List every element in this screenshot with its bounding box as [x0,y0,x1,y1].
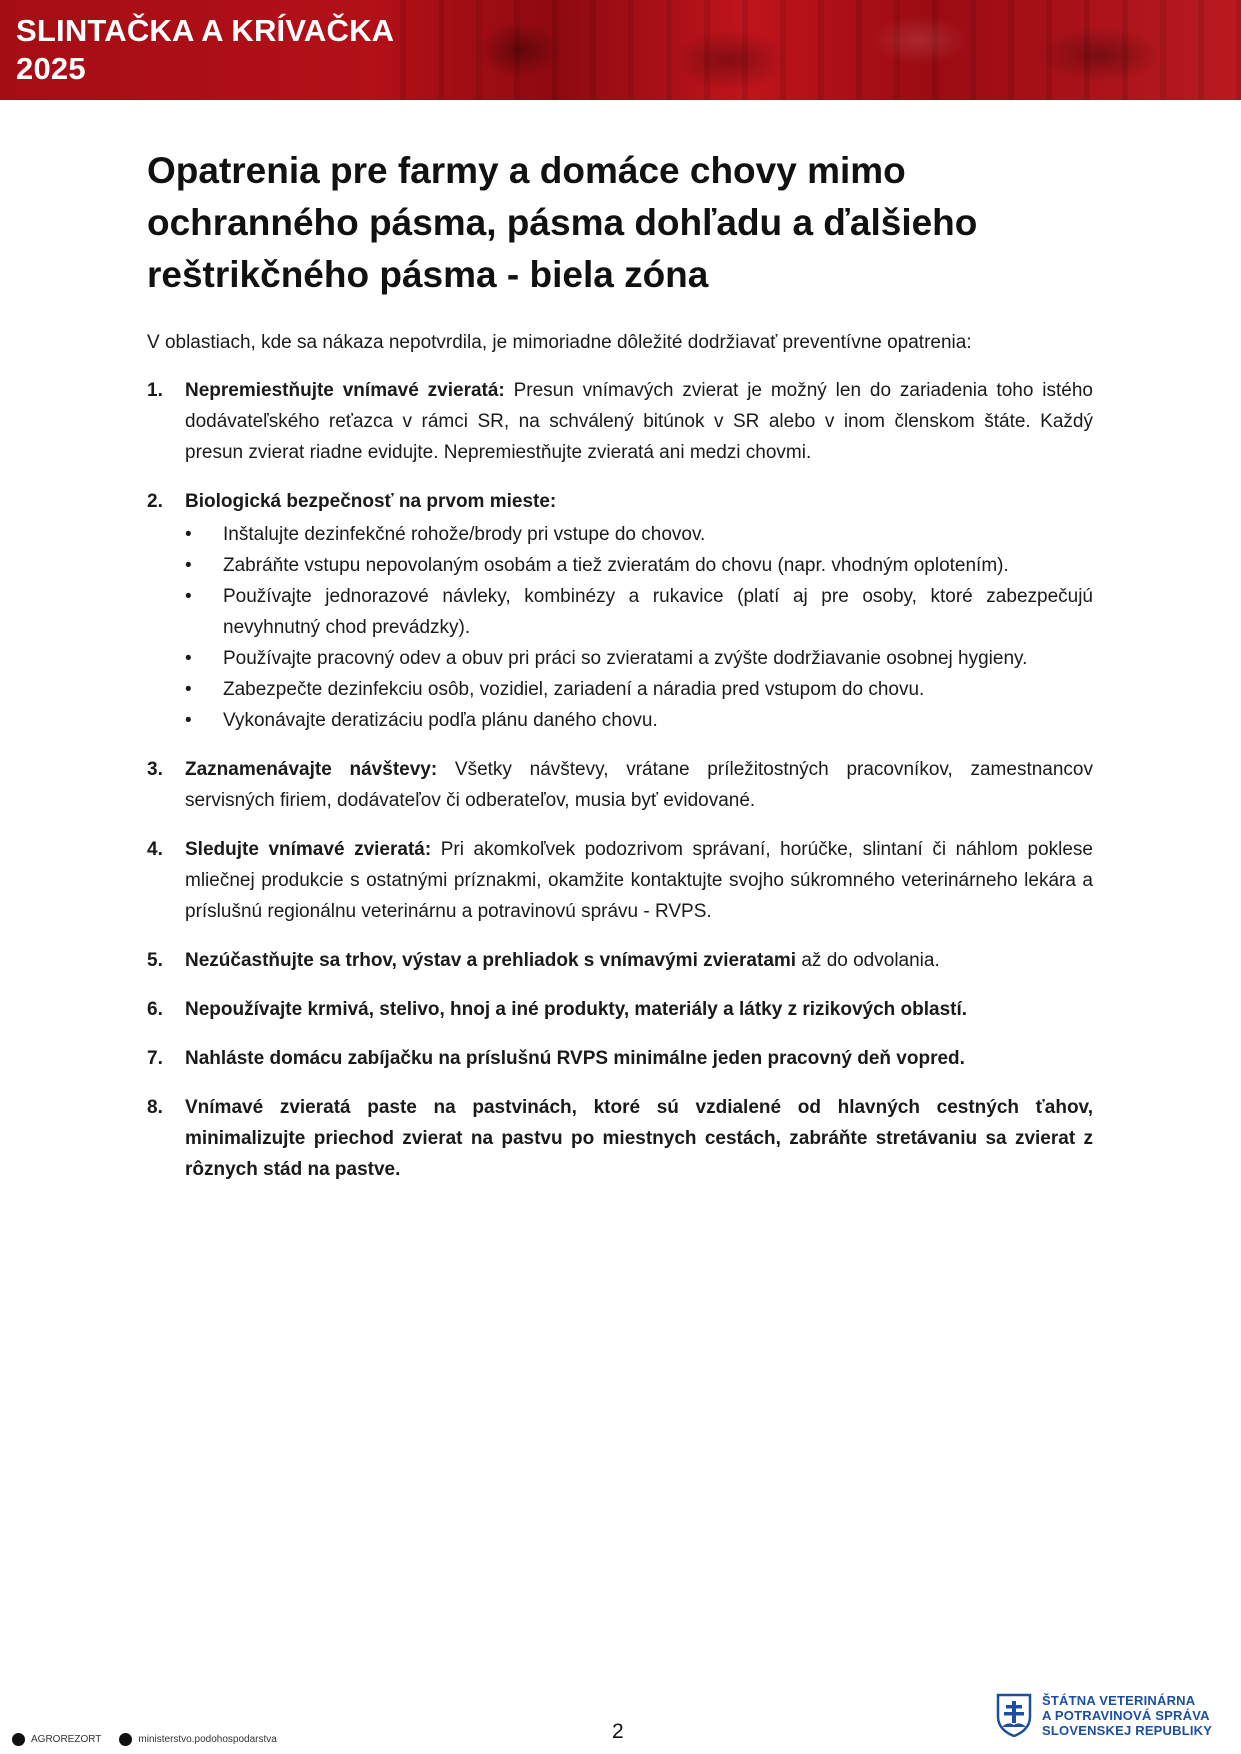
list-item [147,1043,1093,1074]
page-heading: Opatrenia pre farmy a domáce chovy mimo ochranného pásma, pásma dohľadu a ďalšieho reštrikčného pásma - biela zóna [147,150,978,295]
item-number: 2. [147,491,163,512]
document-body [147,145,1093,1203]
list-item [147,1092,1093,1185]
bullet-item: • Používajte pracovný odev a obuv pri práci so zvieratami a zvýšte dodržiavanie osobnej hygieny. [185,643,1093,674]
item-lead: Nepremiestňujte vnímavé zvieratá: [185,380,505,401]
logo-line: A POTRAVINOVÁ SPRÁVA [1042,1707,1210,1723]
bullet-item: • Inštalujte dezinfekčné rohože/brody pri vstupe do chovov. [185,519,1093,550]
item-lead: Zaznamenávajte návštevy: [185,759,438,780]
svps-logo [996,1690,1226,1740]
logo-line: ŠTÁTNA VETERINÁRNA [1042,1692,1196,1708]
item-number: 5. [147,950,163,971]
header-title-line1: SLINTAČKA A KRÍVAČKA [16,13,395,48]
social-link-ministerstvo[interactable] [119,1733,276,1746]
item-text: Nahláste domácu zabíjačku na príslušnú RVPS minimálne jeden pracovný deň vopred. [185,1048,965,1069]
social-link-agrorezort[interactable] [12,1733,101,1746]
bullet-list [185,519,1093,736]
item-lead: Biologická bezpečnosť na prvom mieste: [185,491,557,512]
page-number: 2 [612,1720,624,1743]
item-text: Presun vnímavých zvierat je možný len do zariadenia toho istého dodávateľského reťazca v rámci SR, na schválený bitúnok v SR alebo v inom členskom štáte. Každý presun zvierat riadne evidujte. Nepremiestňujte zvieratá ani medzi chovmi. [185,380,1093,463]
header-photo [400,0,1241,100]
item-number: 8. [147,1097,163,1118]
social-label: AGROREZORT [31,1734,102,1745]
list-item [147,754,1093,816]
bullet-item: • Zabezpečte dezinfekciu osôb, vozidiel, zariadení a náradia pred vstupom do chovu. [185,674,1093,705]
item-number: 4. [147,839,163,860]
item-text: Všetky návštevy, vrátane príležitostných pracovníkov, zamestnancov servisných firiem, dodávateľov či odberateľov, musia byť evidované. [185,759,1093,811]
item-text: Vnímavé zvieratá paste na pastvinách, ktoré sú vzdialené od hlavných cestných ťahov, minimalizujte priechod zvierat na pastvu po miestnych cestách, zabráňte stretávaniu sa zvierat z rôznych stád na pastve. [185,1097,1093,1180]
instagram-icon [119,1733,132,1746]
item-number: 7. [147,1048,163,1069]
list-item [147,945,1093,976]
coat-of-arms-icon [996,1693,1032,1737]
item-lead: Sledujte vnímavé zvieratá: [185,839,432,860]
logo-line: SLOVENSKEJ REPUBLIKY [1042,1722,1213,1738]
bullet-item: • Vykonávajte deratizáciu podľa plánu daného chovu. [185,705,1093,736]
social-links [12,1733,295,1746]
item-number: 3. [147,759,163,780]
bullet-item: • Používajte jednorazové návleky, kombinézy a rukavice (platí aj pre osoby, ktoré zabezpečujú nevyhnutný chod prevádzky). [185,581,1093,643]
item-text: až do odvolania. [796,950,940,971]
list-item [147,486,1093,736]
measures-list [147,375,1093,1185]
page-footer [0,1690,1241,1754]
list-item [147,375,1093,468]
list-item [147,994,1093,1025]
list-item [147,834,1093,927]
intro-text: V oblastiach, kde sa nákaza nepotvrdila, je mimoriadne dôležité dodržiavať preventívne opatrenia: [147,332,972,353]
header-title [16,12,394,88]
item-text: Nepoužívajte krmivá, stelivo, hnoj a iné produkty, materiály a látky z rizikových oblastí. [185,999,968,1020]
item-text: Pri akomkoľvek podozrivom správaní, horúčke, slintaní či náhlom poklese mliečnej produkcie s ostatnými príznakmi, okamžite kontaktujte svojho súkromného veterinárneho lekára a príslušnú regionálnu veterinárnu a potravinovú správu - RVPS. [185,839,1094,922]
header-title-line2: 2025 [16,51,86,86]
item-lead: Nezúčastňujte sa trhov, výstav a prehliadok s vnímavými zvieratami [185,950,797,971]
item-number: 1. [147,380,163,401]
logo-text [1042,1693,1212,1738]
header-banner [0,0,1241,100]
item-number: 6. [147,999,163,1020]
bullet-item: • Zabráňte vstupu nepovolaným osobám a tiež zvieratám do chovu (napr. vhodným oplotením). [185,550,1093,581]
social-label: ministerstvo.podohospodarstva [138,1734,277,1745]
facebook-icon [12,1733,25,1746]
